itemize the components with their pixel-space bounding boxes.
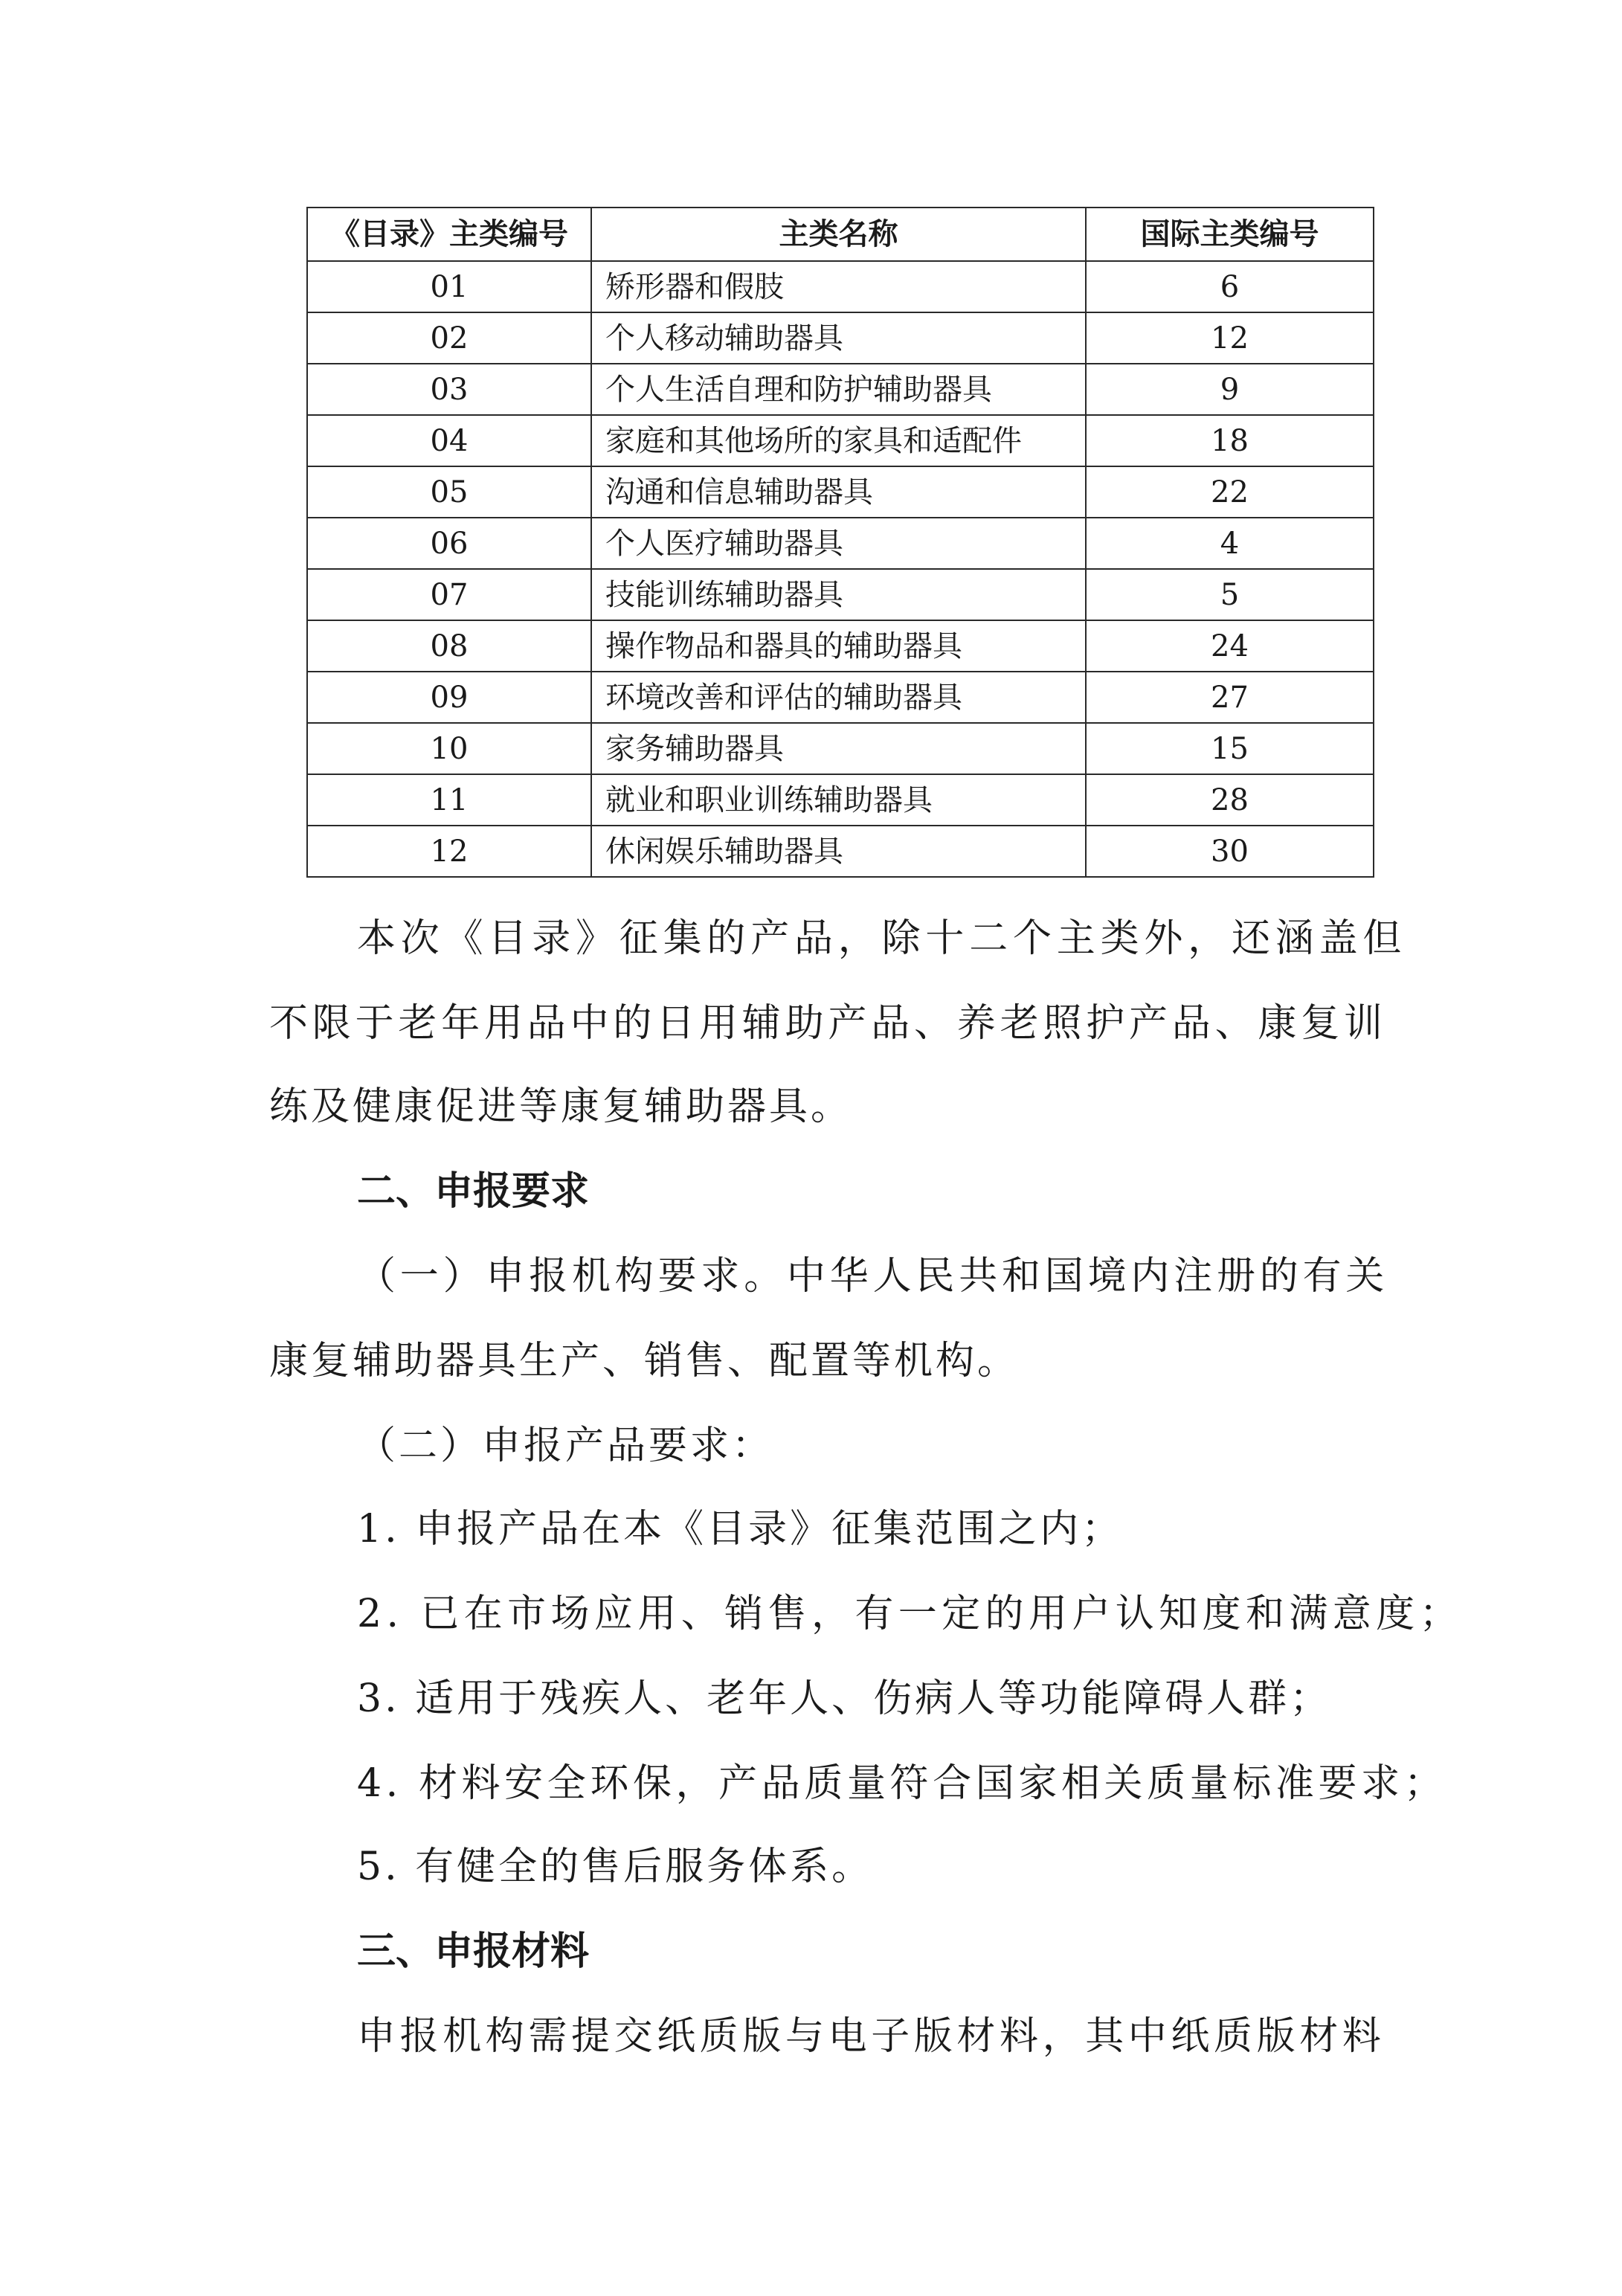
table-row <box>307 415 1374 466</box>
paragraph-line: 康复辅助器具生产、销售、配置等机构。 <box>269 1339 1020 1383</box>
table-row <box>307 620 1374 672</box>
cell-name: 休闲娱乐辅助器具 <box>591 826 1086 877</box>
cell-code: 12 <box>307 826 591 877</box>
cell-intl: 22 <box>1086 466 1374 518</box>
header-category-name: 主类名称 <box>591 208 1086 261</box>
cell-intl: 9 <box>1086 364 1374 415</box>
category-table <box>306 207 1374 878</box>
requirement-item: 1. 申报产品在本《目录》征集范围之内； <box>357 1507 1124 1551</box>
table-row <box>307 312 1374 364</box>
cell-intl: 18 <box>1086 415 1374 466</box>
cell-name: 技能训练辅助器具 <box>591 569 1086 620</box>
paragraph-line: 申报机构需提交纸质版与电子版材料，其中纸质版材料 <box>357 2014 1386 2059</box>
cell-intl: 5 <box>1086 569 1374 620</box>
table-header-row <box>307 208 1374 261</box>
table-row <box>307 569 1374 620</box>
cell-intl: 4 <box>1086 518 1374 569</box>
cell-code: 07 <box>307 569 591 620</box>
cell-code: 10 <box>307 723 591 774</box>
section-heading: 三、申报材料 <box>357 1929 590 1974</box>
paragraph-line: （二）申报产品要求： <box>357 1424 774 1468</box>
cell-code: 05 <box>307 466 591 518</box>
paragraph-line: 本次《目录》征集的产品，除十二个主类外，还涵盖但 <box>357 916 1407 961</box>
cell-name: 就业和职业训练辅助器具 <box>591 774 1086 826</box>
cell-intl: 12 <box>1086 312 1374 364</box>
table-row <box>307 261 1374 312</box>
cell-code: 02 <box>307 312 591 364</box>
table-row <box>307 826 1374 877</box>
cell-name: 家务辅助器具 <box>591 723 1086 774</box>
cell-name: 沟通和信息辅助器具 <box>591 466 1086 518</box>
cell-code: 08 <box>307 620 591 672</box>
paragraph-line: 不限于老年用品中的日用辅助产品、养老照护产品、康复训 <box>269 1001 1387 1046</box>
cell-name: 个人生活自理和防护辅助器具 <box>591 364 1086 415</box>
table-row <box>307 672 1374 723</box>
paragraph-line: （一）申报机构要求。中华人民共和国境内注册的有关 <box>357 1254 1389 1299</box>
cell-code: 03 <box>307 364 591 415</box>
paragraph-line: 练及健康促进等康复辅助器具。 <box>269 1084 853 1129</box>
cell-intl: 24 <box>1086 620 1374 672</box>
cell-intl: 27 <box>1086 672 1374 723</box>
table-row <box>307 723 1374 774</box>
table-row <box>307 774 1374 826</box>
cell-intl: 30 <box>1086 826 1374 877</box>
requirement-item: 3. 适用于残疾人、老年人、伤病人等功能障碍人群； <box>357 1676 1332 1721</box>
cell-intl: 6 <box>1086 261 1374 312</box>
table-row <box>307 466 1374 518</box>
section-heading: 二、申报要求 <box>357 1169 590 1214</box>
requirement-item: 2. 已在市场应用、销售，有一定的用户认知度和满意度； <box>357 1592 1463 1636</box>
cell-code: 01 <box>307 261 591 312</box>
requirement-item: 5. 有健全的售后服务体系。 <box>357 1845 874 1889</box>
table-row <box>307 364 1374 415</box>
cell-code: 04 <box>307 415 591 466</box>
cell-code: 06 <box>307 518 591 569</box>
cell-name: 矫形器和假肢 <box>591 261 1086 312</box>
cell-name: 操作物品和器具的辅助器具 <box>591 620 1086 672</box>
cell-intl: 28 <box>1086 774 1374 826</box>
cell-name: 个人医疗辅助器具 <box>591 518 1086 569</box>
cell-name: 个人移动辅助器具 <box>591 312 1086 364</box>
cell-name: 环境改善和评估的辅助器具 <box>591 672 1086 723</box>
cell-intl: 15 <box>1086 723 1374 774</box>
header-intl-code: 国际主类编号 <box>1086 208 1374 261</box>
cell-name: 家庭和其他场所的家具和适配件 <box>591 415 1086 466</box>
cell-code: 11 <box>307 774 591 826</box>
requirement-item: 4. 材料安全环保，产品质量符合国家相关质量标准要求； <box>357 1761 1447 1806</box>
cell-code: 09 <box>307 672 591 723</box>
table-row <box>307 518 1374 569</box>
header-catalog-code: 《目录》主类编号 <box>307 208 591 261</box>
